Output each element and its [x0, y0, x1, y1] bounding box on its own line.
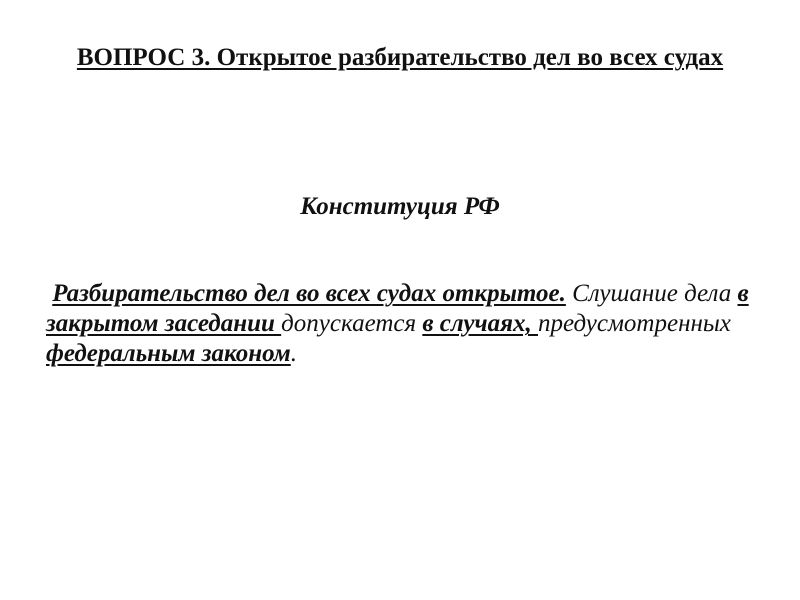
constitution-quote [46, 279, 758, 369]
quote-text-1: Слушание дела [572, 280, 738, 307]
quote-emphasis-federal-law: федеральным законом [46, 340, 291, 367]
source-heading: Конституция РФ [300, 193, 500, 220]
quote-emphasis-closed-session: в закрытом заседании [46, 280, 749, 337]
quote-text-3: предусмотренных [537, 310, 731, 337]
quote-lead-sentence: Разбирательство дел во всех судах открытое. [52, 280, 566, 307]
slide-title: ВОПРОС 3. Открытое разбирательство дел во всех судах [76, 44, 724, 71]
quote-emphasis-cases: в случаях, [422, 310, 538, 337]
quote-text-2: допускается [281, 310, 423, 337]
quote-text-4: . [290, 340, 298, 367]
